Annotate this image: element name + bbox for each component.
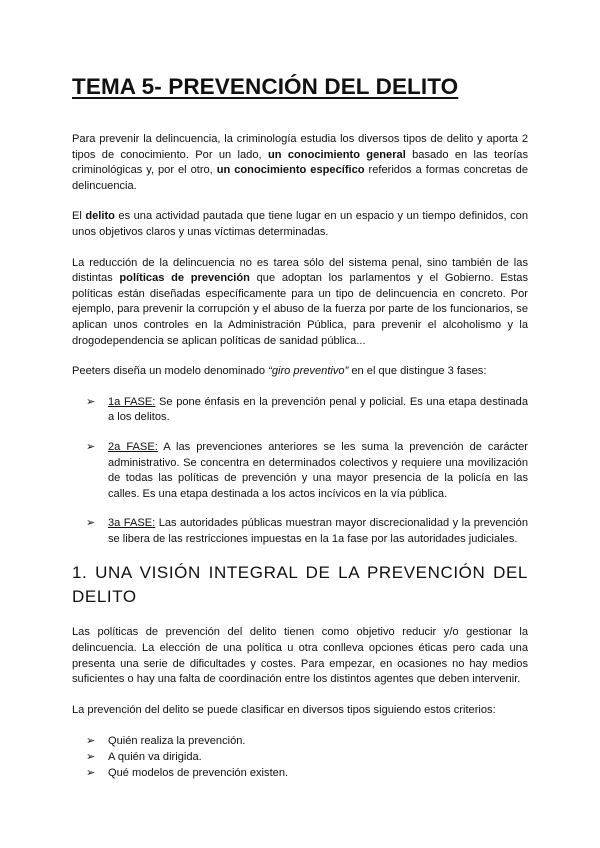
fase-label: 2a FASE: bbox=[108, 440, 158, 453]
arrow-bullet-icon: ➢ bbox=[86, 395, 96, 408]
bold-term: un conocimiento general bbox=[267, 148, 406, 161]
paragraph-politicas: Las políticas de prevención del delito tienen como objetivo reducir y/o gestionar la delincuencia. La elección de una política u otra conlleva opciones éticas pero cada una presenta una serie de dificultades y costes. Para empezar, en ocasiones no hay medios suficientes o hay una falta de coordinación entre los distintos agentes que deben intervenir. bbox=[72, 626, 528, 686]
bold-term: un conocimiento específico bbox=[216, 164, 365, 177]
fase-label: 1a FASE: bbox=[108, 395, 156, 408]
criterios-list bbox=[72, 733, 528, 781]
arrow-bullet-icon: ➢ bbox=[86, 751, 96, 764]
paragraph-delito: El delito es una actividad pautada que tiene lugar en un espacio y un tiempo definidos, con unos objetivos claros y unas víctimas determinadas. bbox=[72, 210, 529, 238]
paragraph-intro: Para prevenir la delincuencia, la criminología estudia los diversos tipos de delito y aporta 2 tipos de conocimiento. Por un lado, un conocimiento general basado en las teorías criminológicas y, por el otro, un conocimiento específico referidos a formas concretas de delincuencia. bbox=[72, 133, 528, 192]
arrow-bullet-icon: ➢ bbox=[86, 517, 96, 530]
page-title: TEMA 5- PREVENCIÓN DEL DELITO bbox=[72, 74, 459, 99]
list-item: ➢ 1a FASE: Se pone énfasis en la prevención penal y policial. Es una etapa destinada a los delitos. bbox=[86, 395, 528, 424]
list-item: ➢ Quién realiza la prevención. bbox=[86, 735, 246, 748]
fases-list bbox=[72, 395, 528, 548]
paragraph-criterios: La prevención del delito se puede clasificar en diversos tipos siguiendo estos criterios: bbox=[72, 703, 496, 716]
bold-term: políticas de prevención bbox=[119, 272, 250, 285]
arrow-bullet-icon: ➢ bbox=[86, 767, 96, 780]
list-item: ➢ 3a FASE: Las autoridades públicas muestran mayor discrecionalidad y la prevención se libera de las restricciones impuestas en la 1a fase por las autoridades judiciales. bbox=[86, 517, 528, 545]
list-item: ➢ 2a FASE: A las prevenciones anteriores se les suma la prevención de carácter administrativo. Se concentra en determinados colectivos y requiere una movilización de todas las políticas de prevención y una mayor presencia de la policía en las calles. Es una etapa destinada a los actos incívicos en la vía pública. bbox=[86, 440, 528, 500]
list-item: ➢ Qué modelos de prevención existen. bbox=[86, 767, 289, 780]
paragraph-peeters: Peeters diseña un modelo denominado “giro preventivo” en el que distingue 3 fases: bbox=[72, 365, 487, 378]
italic-term: “giro preventivo” bbox=[268, 365, 349, 378]
arrow-bullet-icon: ➢ bbox=[86, 440, 96, 453]
list-item: ➢ A quién va dirigida. bbox=[86, 751, 202, 764]
arrow-bullet-icon: ➢ bbox=[86, 735, 96, 748]
fase-label: 3a FASE: bbox=[108, 517, 156, 530]
paragraph-reduccion: La reducción de la delincuencia no es tarea sólo del sistema penal, sino también de las distintas políticas de prevención que adoptan los parlamentos y el Gobierno. Estas políticas están diseñadas específicamente para un tipo de delincuencia en concreto. Por ejemplo, para prevenir la corrupción y el abuso de la fuerza por parte de los funcionarios, se aplican unos controles en la Administración Pública, para prevenir el alcoholismo y la drogodependencia se aplican políticas de sanidad pública... bbox=[72, 256, 528, 347]
section-heading: 1. UNA VISIÓN INTEGRAL DE LA PREVENCIÓN DEL DELITO bbox=[72, 563, 528, 607]
bold-term: delito bbox=[85, 210, 115, 223]
